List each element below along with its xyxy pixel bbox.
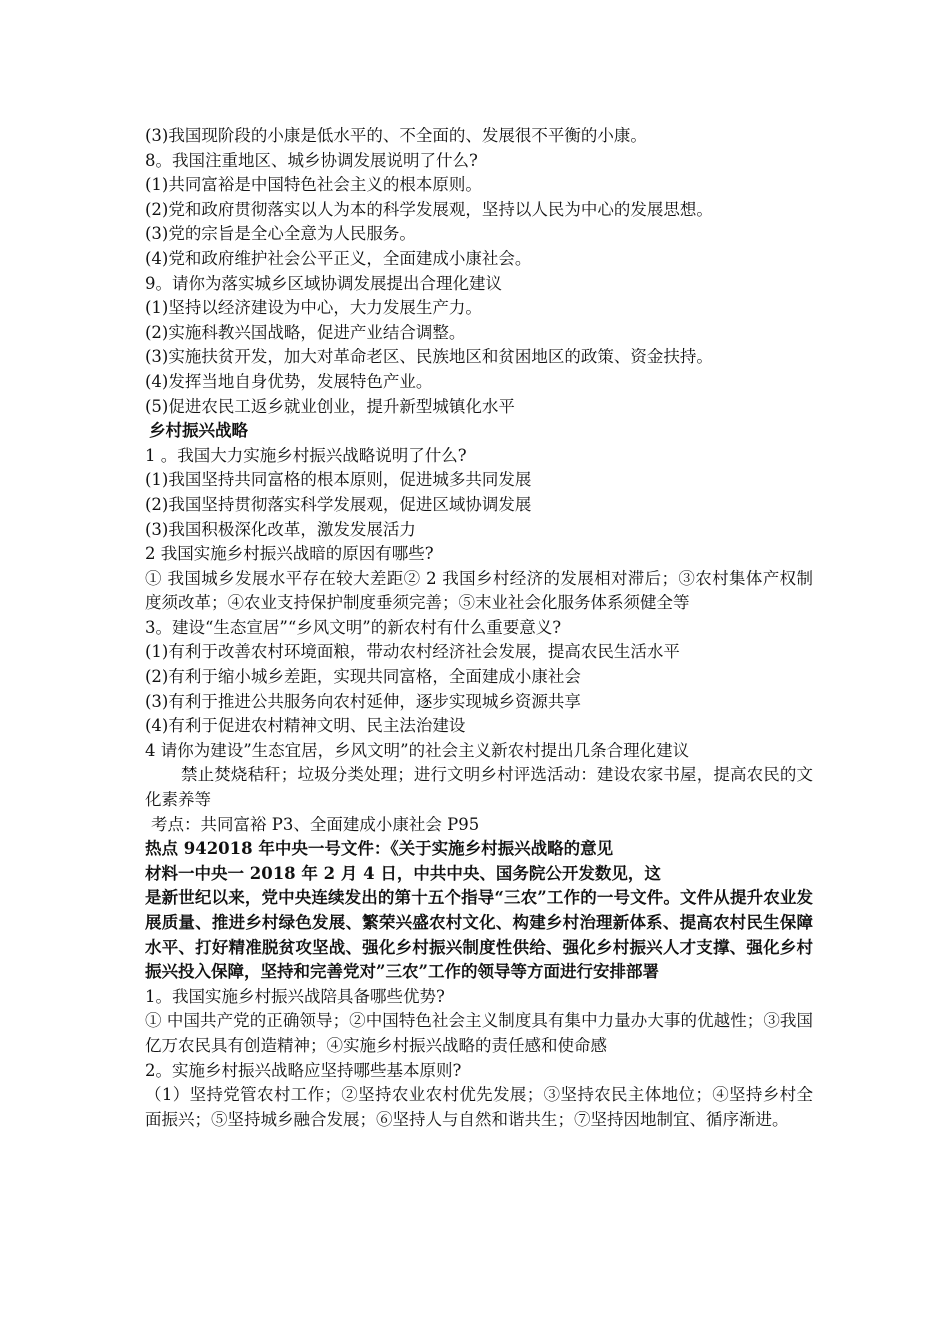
text-line: (3)我国积极深化改革，激发发展活力 bbox=[145, 519, 416, 539]
question-heading: 4 请你为建设”生态宜居，乡风文明”的社会主义新农村提出几条合理化建议 bbox=[145, 740, 690, 760]
question-heading: 2 我国实施乡村振兴战暗的原因有哪些? bbox=[145, 544, 434, 564]
question-heading: 1。我国实施乡村振兴战陪具备哪些优势? bbox=[145, 986, 445, 1006]
text-line: (4)有利于促进农村精神文明、民主法治建设 bbox=[145, 716, 466, 736]
text-line: (1)有利于改善农村环境面粮，带动农村经济社会发展，提高农民生活水平 bbox=[145, 642, 680, 662]
text-line: (2)有利于缩小城乡差距，实现共同富格，全面建成小康社会 bbox=[145, 667, 581, 687]
material-paragraph: 是新世纪以来，党中央连续发出的第十五个指导“三农”工作的一号文件。文件从提升农业发展质量、推进乡村绿色发展、繁荣兴盛农村文化、构建乡村治理新体系、提高农村民生保障水平、打好精准脱贫攻坚战、强化乡村振兴制度性供给、强化乡村振兴人才支撑、强化乡村振兴投入保障，坚持和完善党对”三农”工作的领导等方面进行安排部署 bbox=[145, 888, 813, 982]
exam-points: 考点：共同富裕 P3、全面建成小康社会 P95 bbox=[151, 814, 480, 834]
question-heading: 9。请你为落实城乡区域协调发展提出合理化建议 bbox=[145, 273, 502, 293]
section-title: 乡村振兴战略 bbox=[149, 421, 248, 441]
text-line: (3)有利于推进公共服务向农村延伸，逐步实现城乡资源共享 bbox=[145, 691, 581, 711]
question-heading: 3。建设“生态宣居”“乡风文明”的新农村有什么重要意义? bbox=[145, 617, 562, 637]
text-line: (1)共同富裕是中国特色社会主义的根本原则。 bbox=[145, 175, 482, 195]
text-line: (3)实施扶贫开发，加大对革命老区、民族地区和贫困地区的政策、资金扶持。 bbox=[145, 347, 713, 367]
text-line: (2)我国坚持贯彻落实科学发展观，促进区域协调发展 bbox=[145, 494, 532, 514]
material-intro: 材料一中央一 2018 年 2 月 4 日，中共中央、国务院公开发数见，这 bbox=[145, 863, 661, 883]
text-paragraph: ① 中国共产党的正确领导；②中国特色社会主义制度具有集中力量办大事的优越性；③我国亿万农民具有创造精神；④实施乡村振兴战略的责任感和使命感 bbox=[145, 1011, 813, 1055]
text-line: (4)发挥当地自身优势，发展特色产业。 bbox=[145, 371, 433, 391]
text-line: (1)我国坚持共同富格的根本原则，促进城多共同发展 bbox=[145, 470, 532, 490]
text-line: (5)促进农民工返乡就业创业，提升新型城镇化水平 bbox=[145, 396, 515, 416]
text-paragraph: ① 我国城乡发展水平存在较大差距② 2 我国乡村经济的发展相对滞后；③农村集体产权制度须改革；④农业支持保护制度垂须完善；⑤末业社会化服务体系须健全等 bbox=[145, 568, 813, 613]
text-line: (2)实施科教兴国战略，促进产业结合调整。 bbox=[145, 322, 466, 342]
text-paragraph: （1）坚持党管农村工作；②坚持农业农村优先发展；③坚持农民主体地位；④坚持乡村全面振兴；⑤坚持城乡融合发展；⑥坚持人与自然和谐共生；⑦坚持因地制宜、循序渐进。 bbox=[145, 1085, 813, 1129]
question-heading: 8。我国注重地区、城乡协调发展说明了什么? bbox=[145, 150, 478, 170]
hotspot-title: 热点 942018 年中央一号文件：《关于实施乡村振兴战略的意见 bbox=[145, 839, 614, 859]
text-line: (4)党和政府维护社会公平正义，全面建成小康社会。 bbox=[145, 248, 532, 268]
text-line: (2)党和政府贯彻落实以人为本的科学发展观，坚持以人民为中心的发展思想。 bbox=[145, 199, 713, 219]
text-line: (3)党的宗旨是全心全意为人民服务。 bbox=[145, 224, 416, 244]
text-line: (3)我国现阶段的小康是低水平的、不全面的、发展很不平衡的小康。 bbox=[145, 126, 647, 145]
question-heading: 1 。我国大力实施乡村振兴战略说明了什么? bbox=[145, 445, 467, 465]
document-page bbox=[145, 124, 813, 1132]
text-paragraph: 禁止焚烧秸秆；垃圾分类处理；进行文明乡村评选活动：建设农家书屋，提高农民的文化素养等 bbox=[145, 765, 813, 810]
text-line: (1)坚持以经济建设为中心，大力发展生产力。 bbox=[145, 298, 482, 318]
question-heading: 2。实施乡村振兴战略应坚持哪些基本原则? bbox=[145, 1060, 462, 1080]
